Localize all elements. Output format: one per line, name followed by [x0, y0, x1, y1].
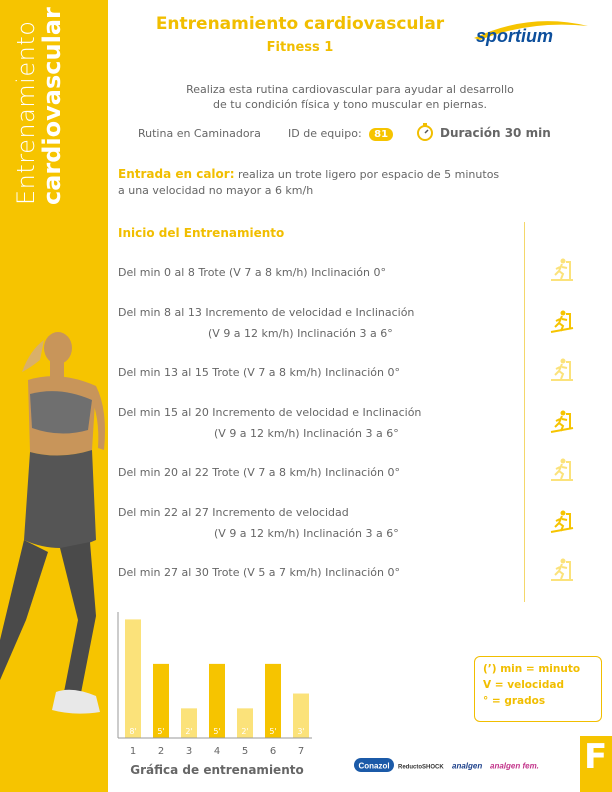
treadmill-icon — [548, 508, 576, 536]
chart-bar-1 — [125, 619, 141, 738]
step-1-line1: Del min 0 al 8 Trote (V 7 a 8 km/h) Inclinación 0° — [118, 266, 386, 279]
chart-bar-label-6: 5' — [269, 727, 277, 736]
step-6-line1: Del min 22 al 27 Incremento de velocidad — [118, 506, 349, 519]
sidebar-title — [14, 5, 64, 205]
treadmill-icon — [548, 256, 576, 284]
chart-bar-label-1: 8' — [129, 727, 137, 736]
equipment-id-badge: 81 — [369, 128, 393, 141]
stopwatch-icon — [416, 122, 434, 142]
chart-x-tick-7: 7 — [297, 746, 305, 757]
section-title: Inicio del Entrenamiento — [118, 226, 285, 240]
step-5-line1: Del min 20 al 22 Trote (V 7 a 8 km/h) Inclinación 0° — [118, 466, 400, 479]
chart-x-tick-4: 4 — [213, 746, 221, 757]
step-3-line1: Del min 13 al 15 Trote (V 7 a 8 km/h) Inclinación 0° — [118, 366, 400, 379]
intro-line1: Realiza esta rutina cardiovascular para ayudar al desarrollo — [186, 83, 514, 96]
step-4-line2: (V 9 a 12 km/h) Inclinación 3 a 6° — [214, 427, 399, 440]
duration-label: Duración 30 min — [440, 126, 551, 140]
brand-conazol: Conazol — [358, 761, 390, 771]
intro-line2: de tu condición física y tono muscular en piernas. — [213, 98, 487, 111]
step-2-line1: Del min 8 al 13 Incremento de velocidad e Inclinación — [118, 306, 415, 319]
vertical-divider — [524, 222, 525, 602]
warmup-text1: realiza un trote ligero por espacio de 5 minutos — [234, 168, 500, 181]
step-1 — [118, 262, 518, 283]
chart-x-tick-5: 5 — [241, 746, 249, 757]
step-7 — [118, 562, 518, 583]
chart-bar-label-4: 5' — [213, 727, 221, 736]
corner-block — [580, 736, 612, 792]
legend-box — [474, 656, 602, 722]
chart-bar-label-3: 2' — [185, 727, 193, 736]
page-subtitle: Fitness 1 — [266, 40, 334, 55]
treadmill-icon — [548, 308, 576, 336]
equipment-id — [288, 127, 393, 141]
step-3 — [118, 362, 518, 383]
sidebar-title-line2: cardiovascular — [38, 7, 66, 205]
treadmill-icon — [548, 456, 576, 484]
brand-reductoshock: ReductoSHOCK — [398, 764, 444, 771]
chart-x-tick-3: 3 — [185, 746, 193, 757]
legend-line2: V = velocidad — [483, 679, 564, 691]
athlete-illustration — [0, 320, 108, 740]
intro-text — [140, 82, 560, 112]
chart-x-tick-2: 2 — [157, 746, 165, 757]
legend-line1: (’) min = minuto — [483, 663, 581, 675]
routine-label: Rutina en Caminadora — [138, 127, 261, 140]
step-6 — [118, 502, 518, 544]
corner-letter: F — [584, 737, 608, 777]
treadmill-icon — [548, 408, 576, 436]
treadmill-icon — [548, 356, 576, 384]
step-4-line1: Del min 15 al 20 Incremento de velocidad e Inclinación — [118, 406, 422, 419]
sidebar-title-line1: Entrenamiento — [12, 20, 40, 205]
step-7-line1: Del min 27 al 30 Trote (V 5 a 7 km/h) Inclinación 0° — [118, 566, 400, 579]
step-2 — [118, 302, 518, 344]
brand-logos — [354, 756, 554, 774]
chart-bar-label-7: 3' — [297, 727, 305, 736]
treadmill-icon — [548, 556, 576, 584]
chart-bar-label-5: 2' — [241, 727, 249, 736]
step-6-line2: (V 9 a 12 km/h) Inclinación 3 a 6° — [214, 527, 399, 540]
equipment-id-label: ID de equipo: — [288, 127, 362, 140]
warmup-text — [118, 166, 518, 199]
training-chart — [112, 612, 322, 782]
chart-x-tick-6: 6 — [269, 746, 277, 757]
chart-x-tick-1: 1 — [129, 746, 137, 757]
brand-analgen-fem: analgen fem. — [490, 761, 539, 771]
chart-title: Gráfica de entrenamiento — [130, 763, 304, 777]
chart-bar-label-2: 5' — [157, 727, 165, 736]
step-5 — [118, 462, 518, 483]
brand-analgen: analgen — [452, 761, 483, 771]
sidebar — [0, 0, 108, 792]
step-4 — [118, 402, 518, 444]
step-2-line2: (V 9 a 12 km/h) Inclinación 3 a 6° — [208, 327, 393, 340]
legend-line3: ° = grados — [483, 695, 546, 707]
logo-text: sportium — [476, 26, 554, 46]
sportium-logo — [470, 18, 592, 48]
warmup-label: Entrada en calor: — [118, 167, 235, 181]
warmup-text2: a una velocidad no mayor a 6 km/h — [118, 184, 314, 197]
page-title: Entrenamiento cardiovascular — [155, 14, 445, 34]
